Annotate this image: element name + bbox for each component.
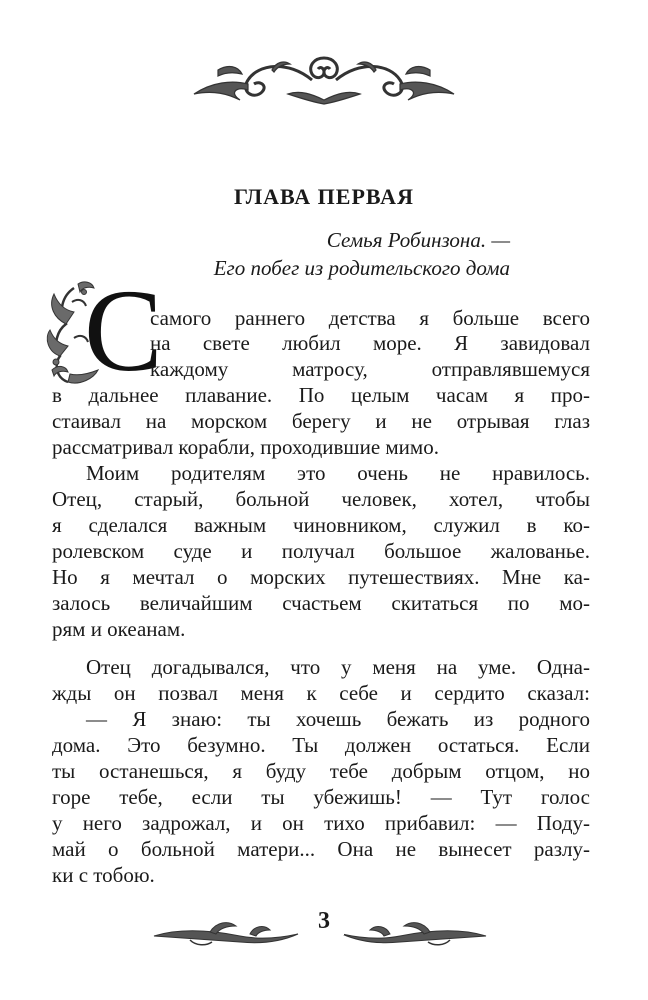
text-line: жды он позвал меня к себе и сердито сказал: [52,681,590,705]
text-line: ролевском суде и получал большое жалованье. [52,539,590,563]
text-line: Отец, старый, больной человек, хотел, чтобы [52,487,590,511]
text-line: горе тебе, если ты убежишь! — Тут голос [52,785,590,809]
text-line: май о больной матери... Она не вынесет разлу- [52,837,590,861]
chapter-subtitle-line-1: Семья Робинзона. — [326,228,510,252]
text-line: на свете любил море. Я завидовал [150,331,590,355]
text-line: ки с тобою. [52,863,155,887]
text-line: Но я мечтал о морских путешествиях. Мне ка- [52,565,590,589]
text-line: у него задрожал, и он тихо прибавил: — Поду- [52,811,590,835]
chapter-title: ГЛАВА ПЕРВАЯ [234,184,414,209]
text-line: — Я знаю: ты хочешь бежать из родного [86,707,590,731]
text-line: залось величайшим счастьем скитаться по мо- [52,591,590,615]
top-flourish-ornament [188,50,460,110]
text-line: стаивал на морском берегу и не отрывая глаз [52,409,590,433]
text-line: Моим родителям это очень не нравилось. [86,461,590,485]
text-line: в дальнее плавание. По целым часам я про- [52,383,590,407]
text-line: ты останешься, я буду тебе добрым отцом, но [52,759,590,783]
text-line: я сделался важным чиновником, служил в ко- [52,513,590,537]
chapter-subtitle-line-2: Его побег из родительского дома [213,256,510,280]
text-line: рассматривал корабли, проходившие мимо. [52,435,439,459]
text-line: самого раннего детства я больше всего [150,306,590,330]
text-line: рям и океанам. [52,617,186,641]
text-line: дома. Это безумно. Ты должен остаться. Если [52,733,590,757]
text-line: Отец догадывался, что у меня на уме. Одна- [86,655,590,679]
drop-cap-letter: С [84,265,163,396]
page-number: 3 [304,908,344,935]
text-line: каждому матросу, отправлявшемуся [150,357,590,381]
